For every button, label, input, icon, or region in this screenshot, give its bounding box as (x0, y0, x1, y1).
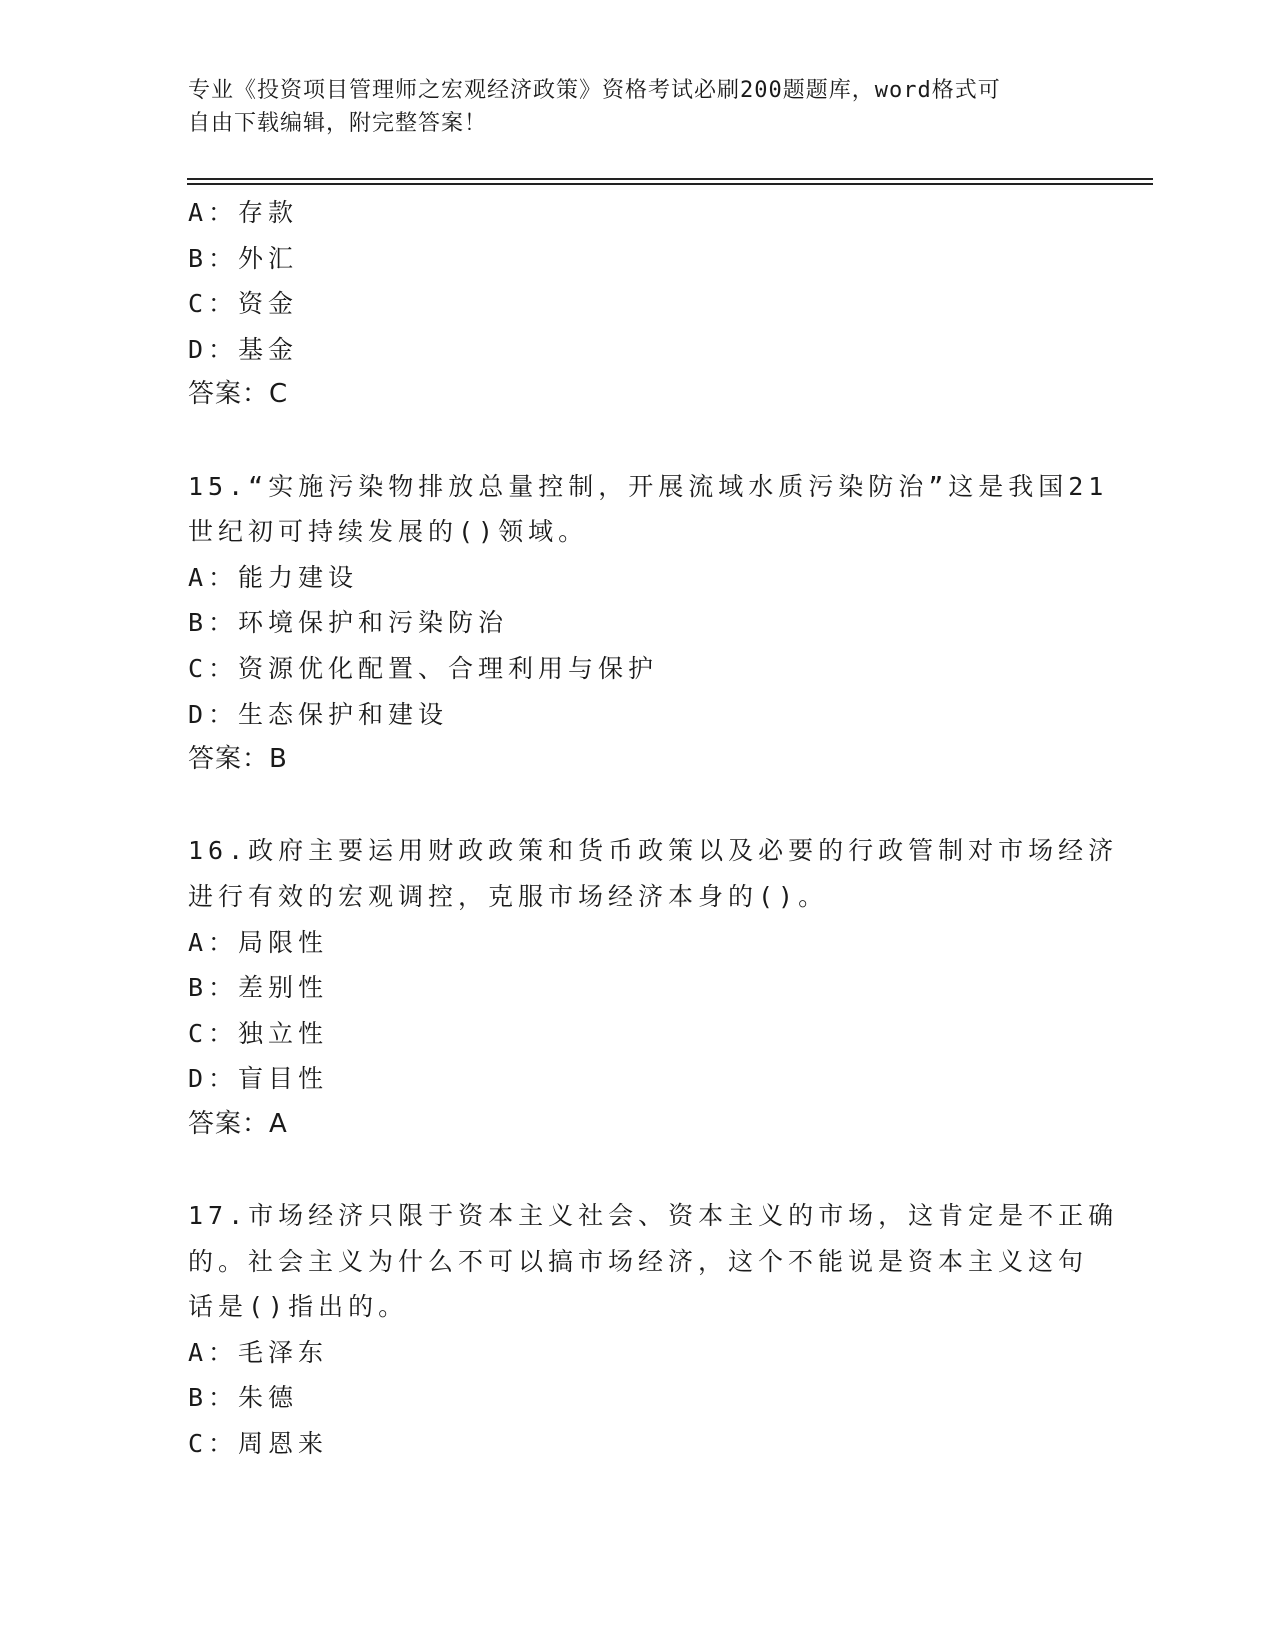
spacer (188, 783, 1088, 829)
option-a: A：存款 (188, 198, 299, 227)
question-17 (188, 1193, 1119, 1467)
question-stem-line: 17.市场经济只限于资本主义社会、资本主义的市场，这肯定是不正确 (188, 1201, 1119, 1231)
option-c: C：独立性 (188, 1018, 329, 1048)
question-stem-line: 的。社会主义为什么不可以搞市场经济，这个不能说是资本主义这句 (188, 1246, 1089, 1276)
question-15 (188, 464, 1109, 783)
option-b: B：环境保护和污染防治 (188, 608, 509, 638)
option-d: D：生态保护和建设 (188, 699, 449, 729)
option-c: C：周恩来 (188, 1429, 329, 1459)
option-d: D：盲目性 (188, 1064, 329, 1094)
question-16 (188, 828, 1119, 1147)
question-14 (188, 190, 1088, 418)
option-b: B：差别性 (188, 973, 329, 1003)
spacer (188, 418, 1088, 464)
answer: 答案：A (188, 1108, 288, 1139)
header-line-1: 专业《投资项目管理师之宏观经济政策》资格考试必刷200题题库，word格式可 (188, 78, 1001, 103)
header-line-2: 自由下载编辑，附完整答案！ (188, 111, 488, 136)
answer: 答案：C (188, 379, 289, 410)
header-divider-bottom (187, 183, 1153, 185)
option-d: D：基金 (188, 334, 299, 364)
option-b: B：朱德 (188, 1383, 299, 1413)
question-stem-line: 话是()指出的。 (188, 1292, 409, 1322)
question-stem-line: 15.“实施污染物排放总量控制，开展流域水质污染防治”这是我国21 (188, 471, 1109, 501)
question-stem-line: 进行有效的宏观调控，克服市场经济本身的()。 (188, 881, 829, 911)
header-divider-top (187, 178, 1153, 180)
spacer (188, 1147, 1088, 1193)
question-stem-line: 16.政府主要运用财政政策和货币政策以及必要的行政管制对市场经济 (188, 836, 1119, 866)
option-a: A：能力建设 (188, 562, 359, 592)
option-a: A：局限性 (188, 927, 329, 957)
question-stem-line: 世纪初可持续发展的()领域。 (188, 517, 589, 547)
option-c: C：资金 (188, 289, 299, 319)
document-header (188, 74, 1068, 140)
option-a: A：毛泽东 (188, 1337, 329, 1367)
option-b: B：外汇 (188, 243, 299, 273)
answer: 答案：B (188, 744, 288, 775)
question-list (188, 190, 1119, 1467)
option-c: C：资源优化配置、合理利用与保护 (188, 653, 659, 683)
